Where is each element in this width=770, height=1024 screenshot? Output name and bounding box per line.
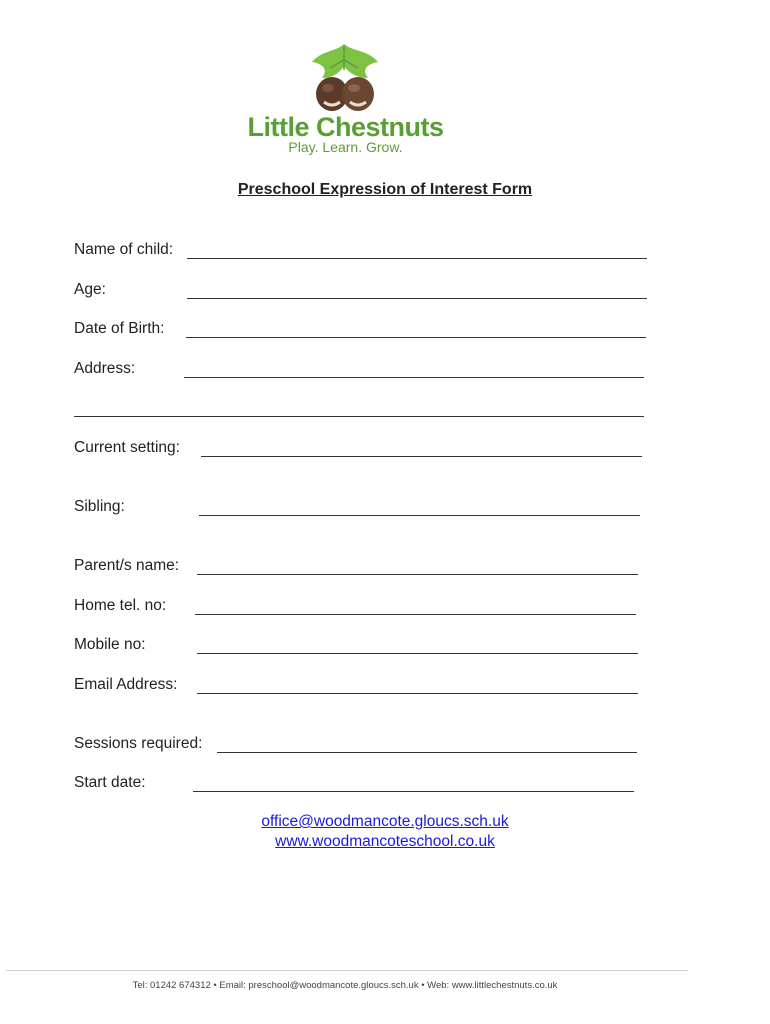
field-label: Home tel. no: xyxy=(74,597,167,614)
field-label: Address: xyxy=(74,360,136,377)
field-label: Sibling: xyxy=(74,498,125,515)
office-email-link[interactable]: office@woodmancote.gloucs.sch.uk xyxy=(261,813,509,830)
field-label: Parent/s name: xyxy=(74,557,180,574)
brand-name: Little Chestnuts xyxy=(247,112,444,142)
field-label: Date of Birth: xyxy=(74,320,165,337)
fill-line[interactable] xyxy=(197,693,638,694)
footer-contact-text: Tel: 01242 674312 • Email: preschool@woodmancote.gloucs.sch.uk • Web: www.littlechestnuts.co.uk xyxy=(132,980,558,991)
fill-line[interactable] xyxy=(187,258,647,259)
school-website-link[interactable]: www.woodmancoteschool.co.uk xyxy=(275,833,495,850)
fill-line[interactable] xyxy=(197,574,638,575)
form-title: Preschool Expression of Interest Form xyxy=(237,181,533,198)
field-label: Current setting: xyxy=(74,439,180,456)
contact-website-row xyxy=(0,833,770,851)
field-label: Name of child: xyxy=(74,241,174,258)
fill-line[interactable] xyxy=(201,456,642,457)
fill-line[interactable] xyxy=(187,298,647,299)
field-label: Email Address: xyxy=(74,676,178,693)
fill-line[interactable] xyxy=(197,653,638,654)
fill-line[interactable] xyxy=(74,416,644,417)
fill-line[interactable] xyxy=(193,791,634,792)
field-label: Mobile no: xyxy=(74,636,146,653)
field-label: Sessions required: xyxy=(74,735,203,752)
fill-line[interactable] xyxy=(199,515,640,516)
fill-line[interactable] xyxy=(184,377,644,378)
fill-line[interactable] xyxy=(217,752,637,753)
field-label: Age: xyxy=(74,281,106,298)
chestnut-logo-icon xyxy=(306,42,386,114)
footer-divider xyxy=(6,970,688,971)
fill-line[interactable] xyxy=(195,614,636,615)
contact-email-row xyxy=(0,813,770,831)
fill-line[interactable] xyxy=(186,337,646,338)
little-chestnuts-logo xyxy=(238,42,453,157)
field-label: Start date: xyxy=(74,774,146,791)
brand-tagline: Play. Learn. Grow. xyxy=(288,139,403,155)
